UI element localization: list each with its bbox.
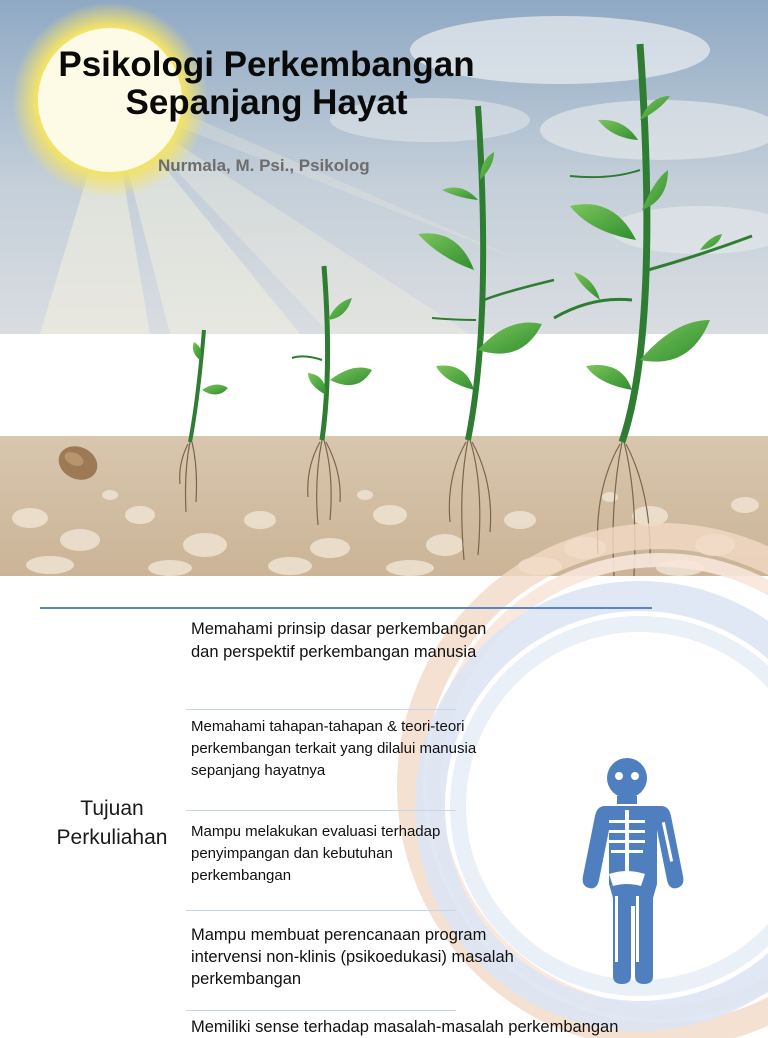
slide-title-line-2: Sepanjang Hayat [125,83,408,122]
goal-text-3: Mampu melakukan evaluasi terhadap penyimpangan dan kebutuhan perkembangan [191,823,441,884]
author-name: Nurmala, M. Psi., Psikolog [158,156,370,175]
goal-divider [186,1010,456,1011]
goal-text-4: Mampu membuat perencanaan program intervensi non-klinis (psikoedukasi) masalah perkembangan [191,926,514,988]
goal-text-1: Memahami prinsip dasar perkembangan dan perspektif perkembangan manusia [191,620,487,661]
goal-divider [186,709,456,710]
top-divider-line [40,607,652,609]
course-objectives-label [38,794,186,852]
slide-title [0,46,533,122]
goal-text-2: Memahami tahapan-tahapan & teori-teori perkembangan terkait yang dilalui manusia sepanjang hayatnya [191,718,477,779]
course-objectives-slide [0,576,768,1036]
goal-divider [186,910,456,911]
human-skeleton-icon [571,756,683,974]
goal-text-5: Memiliki sense terhadap masalah-masalah perkembangan [191,1018,619,1036]
course-objectives-label-line-1: Tujuan [80,797,144,820]
course-objectives-label-line-2: Perkuliahan [56,826,168,849]
slide-title-line-1: Psikologi Perkembangan [58,45,475,84]
goal-divider [186,810,456,811]
